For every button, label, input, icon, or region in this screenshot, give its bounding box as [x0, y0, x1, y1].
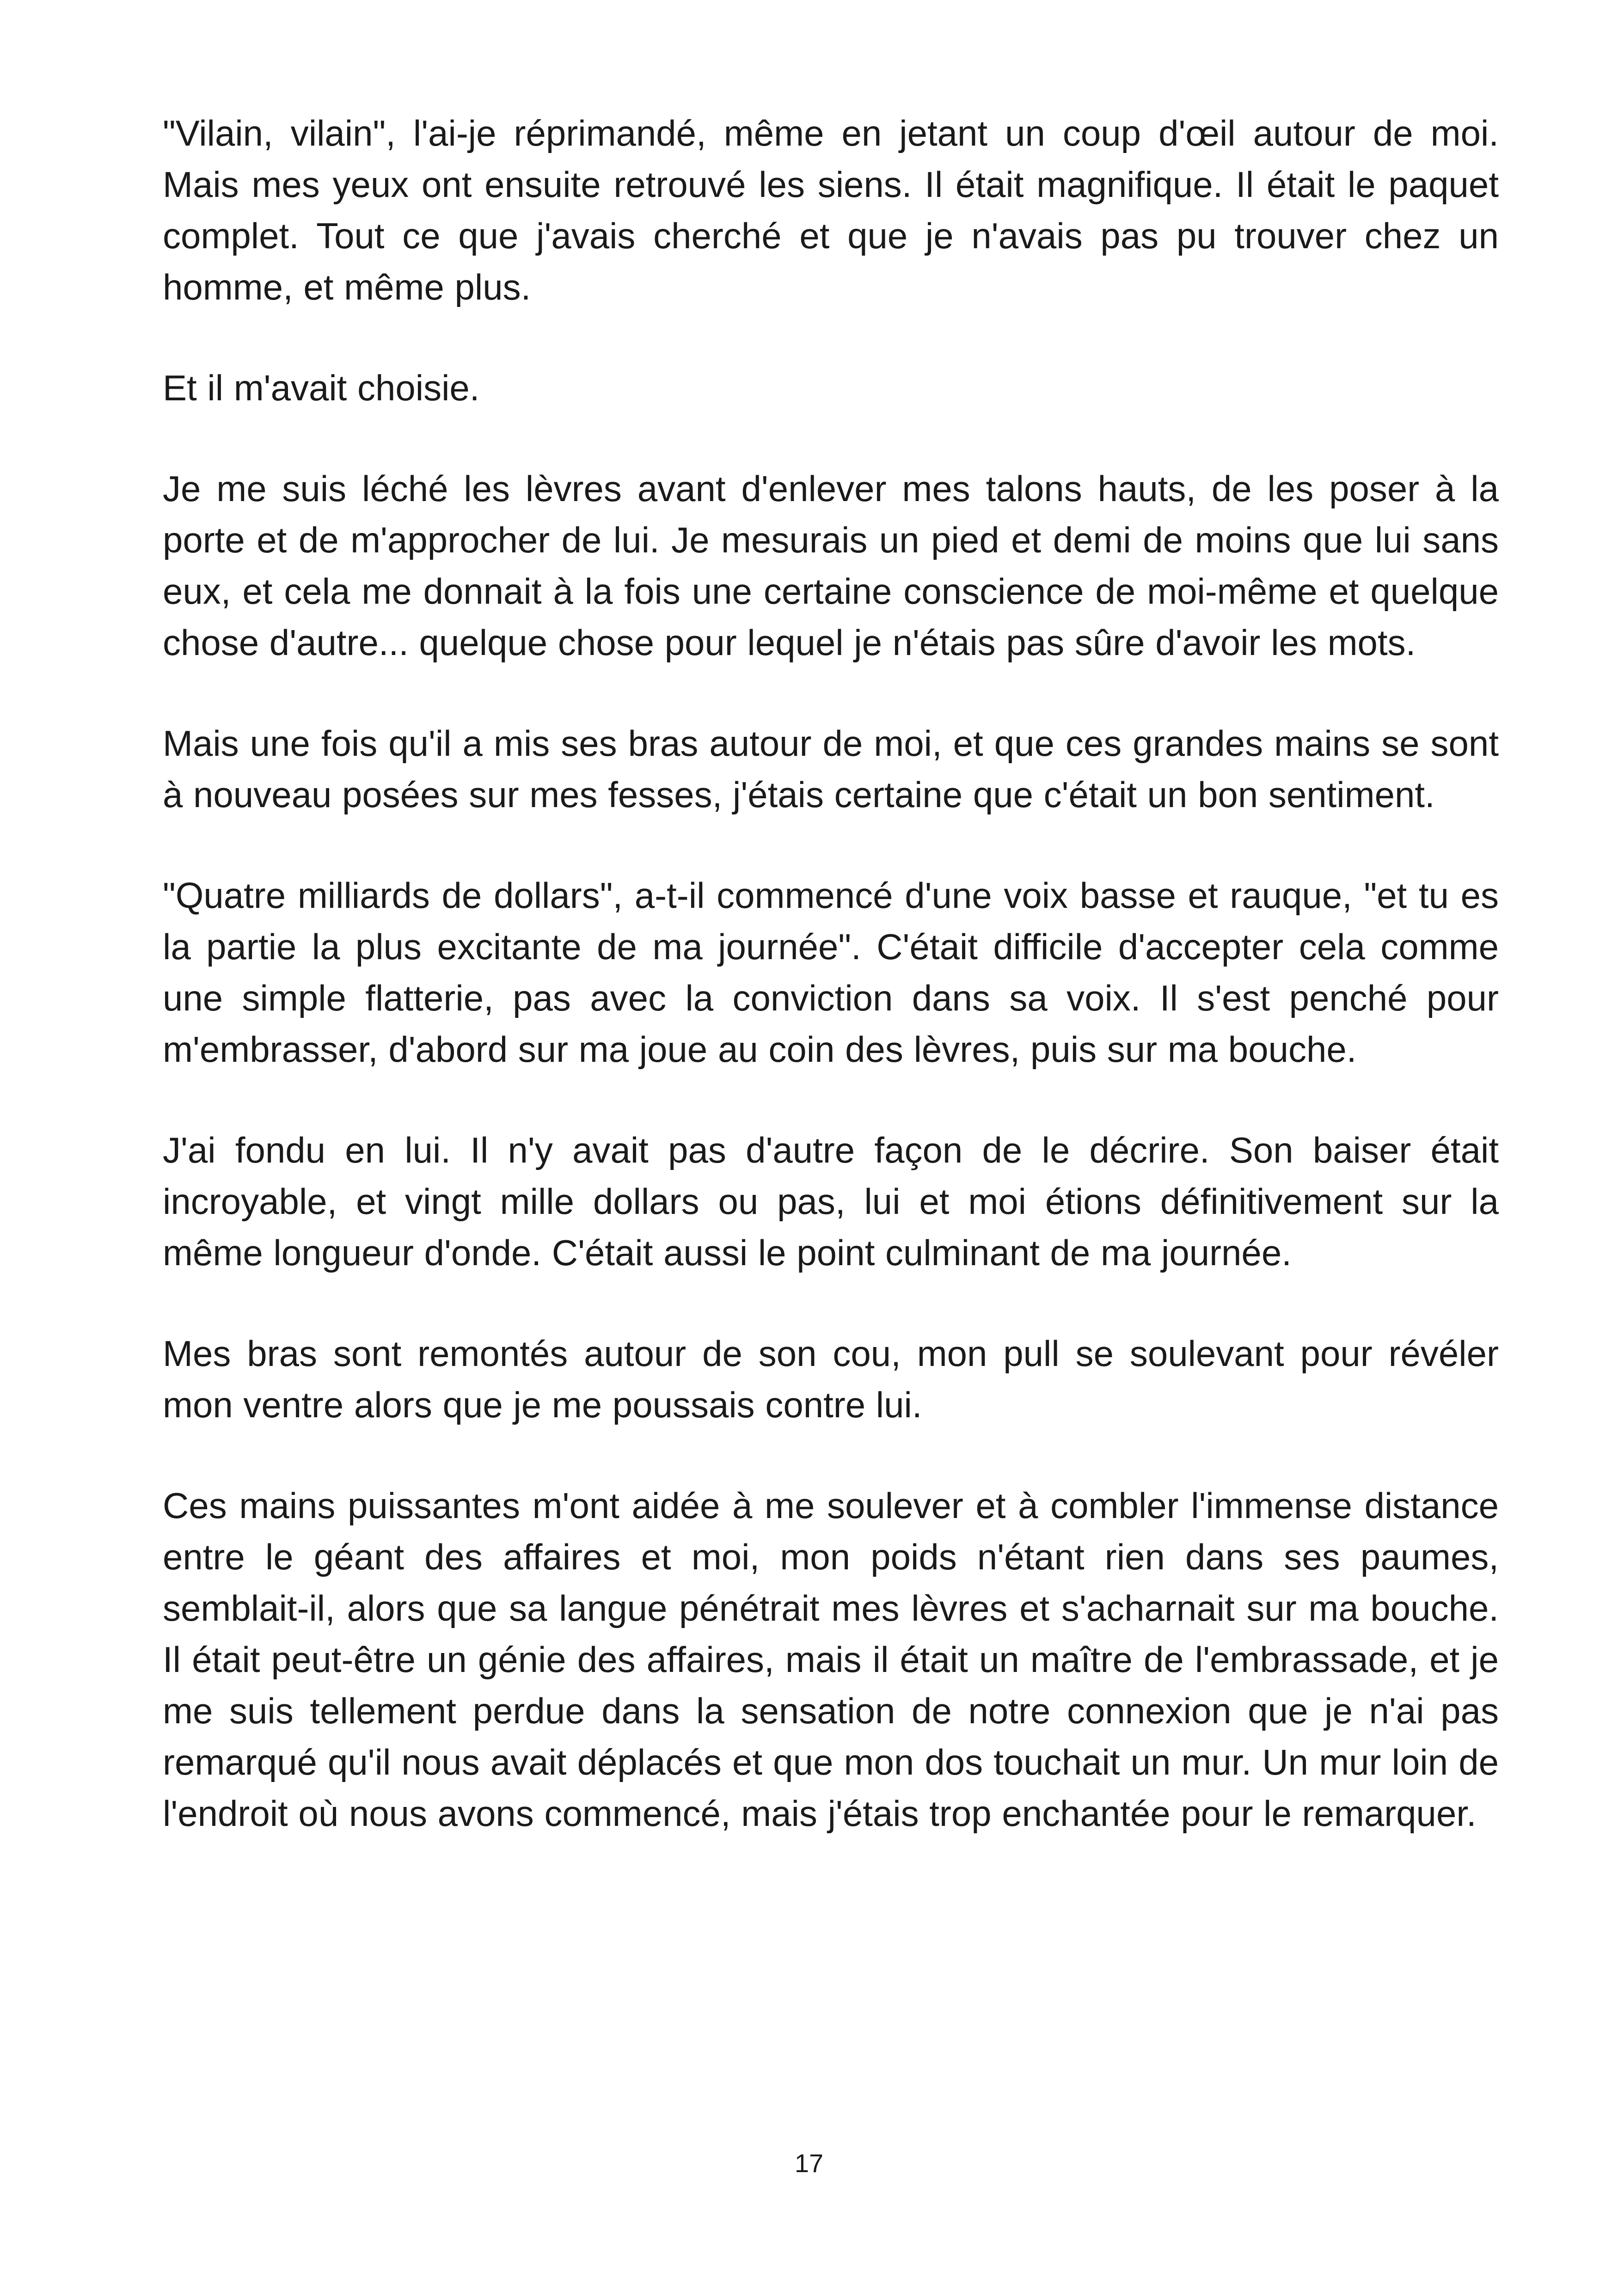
paragraph: Je me suis léché les lèvres avant d'enlever mes talons hauts, de les poser à la porte et de m'approcher de lui. Je mesurais un pied et demi de moins que lui sans eux, et cela me donnait à la fois une certaine conscience de moi-même et quelque chose d'autre... quelque chose pour lequel je n'étais pas sûre d'avoir les mots.	[163, 468, 1499, 663]
paragraph: Mais une fois qu'il a mis ses bras autour de moi, et que ces grandes mains se sont à nouveau posées sur mes fesses, j'étais certaine que c'était un bon sentiment.	[163, 723, 1499, 815]
page-number: 17	[794, 2149, 824, 2178]
paragraph: Ces mains puissantes m'ont aidée à me soulever et à combler l'immense distance entre le géant des affaires et moi, mon poids n'étant rien dans ses paumes, semblait-il, alors que sa langue pénétrait mes lèvres et s'acharnait sur ma bouche. Il était peut-être un génie des affaires, mais il était un maître de l'embrassade, et je me suis tellement perdue dans la sensation de notre connexion que je n'ai pas remarqué qu'il nous avait déplacés et que mon dos touchait un mur. Un mur loin de l'endroit où nous avons commencé, mais j'étais trop enchantée pour le remarquer.	[163, 1485, 1499, 1834]
paragraph: "Quatre milliards de dollars", a-t-il commencé d'une voix basse et rauque, "et tu es la partie la plus excitante de ma journée". C'était difficile d'accepter cela comme une simple flatterie, pas avec la conviction dans sa voix. Il s'est penché pour m'embrasser, d'abord sur ma joue au coin des lèvres, puis sur ma bouche.	[163, 875, 1499, 1070]
paragraph: "Vilain, vilain", l'ai-je réprimandé, même en jetant un coup d'œil autour de moi. Mais mes yeux ont ensuite retrouvé les siens. Il était magnifique. Il était le paquet complet. Tout ce que j'avais cherché et que je n'avais pas pu trouver chez un homme, et même plus.	[163, 113, 1499, 307]
paragraph: Mes bras sont remontés autour de son cou, mon pull se soulevant pour révéler mon ventre alors que je me poussais contre lui.	[163, 1333, 1499, 1425]
paragraph: J'ai fondu en lui. Il n'y avait pas d'autre façon de le décrire. Son baiser était incroyable, et vingt mille dollars ou pas, lui et moi étions définitivement sur la même longueur d'onde. C'était aussi le point culminant de ma journée.	[163, 1130, 1499, 1273]
paragraph: Et il m'avait choisie.	[163, 367, 480, 408]
body-text	[163, 108, 1499, 1889]
